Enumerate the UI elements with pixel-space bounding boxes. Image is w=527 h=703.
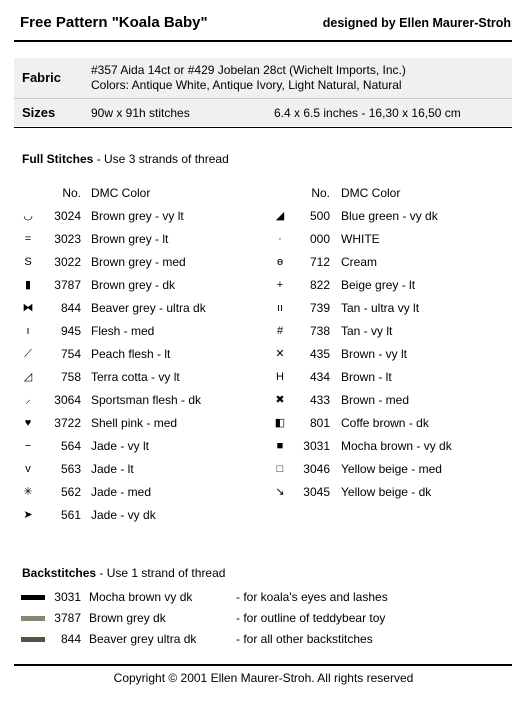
stitch-symbol: ↘ <box>275 486 285 498</box>
backstitch-usage: - for koala's eyes and lashes <box>236 590 388 604</box>
dmc-number: 3046 <box>303 462 330 476</box>
dmc-color-name: Terra cotta - vy lt <box>91 370 180 384</box>
dmc-color-name: Jade - lt <box>91 462 134 476</box>
backstitch-color-name: Mocha brown vy dk <box>89 590 193 604</box>
dmc-number: 500 <box>309 209 330 223</box>
full-stitches-title: Full Stitches <box>22 152 94 166</box>
sizes-label: Sizes <box>22 105 56 120</box>
designer-credit: designed by Ellen Maurer-Stroh <box>322 16 511 30</box>
dmc-number: 3022 <box>54 255 81 269</box>
stitch-symbol: ⟋ <box>24 348 32 360</box>
sizes-divider <box>14 127 512 128</box>
dmc-color-name: Jade - med <box>91 485 152 499</box>
fabric-divider <box>14 98 512 99</box>
stitch-symbol: S <box>24 256 32 268</box>
dmc-number: 3064 <box>54 393 81 407</box>
right-col-no-header: No. <box>311 186 330 200</box>
stitch-symbol: # <box>276 325 284 337</box>
dmc-color-name: Yellow beige - dk <box>341 485 432 499</box>
stitch-symbol: ◧ <box>274 417 286 429</box>
stitch-symbol: + <box>276 279 284 291</box>
dmc-color-name: Tan - ultra vy lt <box>341 301 420 315</box>
dmc-number: 754 <box>60 347 81 361</box>
dmc-number: 435 <box>309 347 330 361</box>
dmc-number: 000 <box>309 232 330 246</box>
backstitch-usage: - for outline of teddybear toy <box>236 611 386 625</box>
dmc-color-name: Blue green - vy dk <box>341 209 438 223</box>
dmc-number: 822 <box>309 278 330 292</box>
dmc-number: 564 <box>60 439 81 453</box>
stitch-symbol: ✕ <box>275 348 285 360</box>
backstitch-color-name: Beaver grey ultra dk <box>89 632 197 646</box>
stitch-symbol: ➤ <box>23 509 33 521</box>
dmc-color-name: Flesh - med <box>91 324 155 338</box>
left-col-color-header: DMC Color <box>91 186 151 200</box>
backstitches-note: - Use 1 strand of thread <box>99 566 226 580</box>
backstitch-color-name: Brown grey dk <box>89 611 166 625</box>
dmc-color-name: Brown grey - vy lt <box>91 209 184 223</box>
dmc-color-name: Sportsman flesh - dk <box>91 393 202 407</box>
dmc-color-name: Brown - lt <box>341 370 392 384</box>
dmc-number: 563 <box>60 462 81 476</box>
dmc-color-name: Cream <box>341 255 378 269</box>
stitch-symbol: □ <box>276 463 284 475</box>
dmc-color-name: Brown grey - med <box>91 255 186 269</box>
backstitch-dmc-number: 3787 <box>54 611 81 625</box>
stitch-symbol: − <box>24 440 32 452</box>
stitch-symbol: ▮ <box>24 279 32 291</box>
stitch-symbol: ı <box>26 325 30 337</box>
backstitch-dmc-number: 844 <box>60 632 81 646</box>
dmc-color-name: Beige grey - lt <box>341 278 416 292</box>
dmc-color-name: Coffe brown - dk <box>341 416 429 430</box>
stitch-symbol: · <box>278 233 282 245</box>
stitch-symbol: ıı <box>276 302 284 314</box>
dmc-number: 945 <box>60 324 81 338</box>
dmc-color-name: Peach flesh - lt <box>91 347 171 361</box>
sizes-stitches: 90w x 91h stitches <box>91 106 190 120</box>
dmc-color-name: Tan - vy lt <box>341 324 393 338</box>
stitch-symbol: ✳ <box>23 486 33 498</box>
dmc-number: 758 <box>60 370 81 384</box>
dmc-color-name: Yellow beige - med <box>341 462 442 476</box>
dmc-color-name: Brown grey - dk <box>91 278 176 292</box>
right-col-color-header: DMC Color <box>341 186 401 200</box>
dmc-color-name: Jade - vy lt <box>91 439 150 453</box>
dmc-number: 844 <box>60 301 81 315</box>
stitch-symbol: ◢ <box>275 210 285 222</box>
backstitch-dmc-number: 3031 <box>54 590 81 604</box>
backstitches-title: Backstitches <box>22 566 97 580</box>
dmc-number: 3024 <box>54 209 81 223</box>
stitch-symbol: ■ <box>276 440 284 452</box>
pattern-title: Free Pattern "Koala Baby" <box>20 14 208 31</box>
sizes-dimensions: 6.4 x 6.5 inches - 16,30 x 16,50 cm <box>274 106 461 120</box>
stitch-symbol: ⸝ <box>25 394 31 406</box>
stitch-symbol: H <box>276 371 284 383</box>
stitch-symbol: ɵ <box>276 256 284 268</box>
dmc-number: 561 <box>60 508 81 522</box>
dmc-color-name: Shell pink - med <box>91 416 178 430</box>
copyright-notice: Copyright © 2001 Ellen Maurer-Stroh. All rights reserved <box>113 671 414 685</box>
stitch-symbol: ◡ <box>23 210 33 222</box>
dmc-number: 3045 <box>303 485 330 499</box>
stitch-symbol: v <box>25 463 31 475</box>
left-col-no-header: No. <box>62 186 81 200</box>
dmc-number: 562 <box>60 485 81 499</box>
dmc-color-name: Brown - vy lt <box>341 347 408 361</box>
dmc-number: 712 <box>309 255 330 269</box>
dmc-number: 3023 <box>54 232 81 246</box>
dmc-number: 738 <box>309 324 330 338</box>
stitch-symbol: = <box>24 233 32 245</box>
dmc-number: 3787 <box>54 278 81 292</box>
footer-divider <box>14 664 512 666</box>
full-stitches-note: - Use 3 strands of thread <box>96 152 229 166</box>
dmc-number: 3031 <box>303 439 330 453</box>
dmc-color-name: WHITE <box>341 232 380 246</box>
dmc-color-name: Beaver grey - ultra dk <box>91 301 206 315</box>
header-divider <box>14 40 512 42</box>
dmc-number: 434 <box>309 370 330 384</box>
fabric-label: Fabric <box>22 70 62 85</box>
dmc-color-name: Brown grey - lt <box>91 232 169 246</box>
stitch-symbol: ✖ <box>275 394 285 406</box>
dmc-color-name: Brown - med <box>341 393 410 407</box>
stitch-symbol: ◿ <box>23 371 33 383</box>
dmc-number: 739 <box>309 301 330 315</box>
stitch-symbol: ♥ <box>24 417 32 429</box>
dmc-number: 433 <box>309 393 330 407</box>
fabric-line-2: Colors: Antique White, Antique Ivory, Light Natural, Natural <box>91 78 402 92</box>
dmc-color-name: Jade - vy dk <box>91 508 156 522</box>
backstitch-usage: - for all other backstitches <box>236 632 373 646</box>
stitch-symbol: ⧓ <box>22 302 34 314</box>
dmc-color-name: Mocha brown - vy dk <box>341 439 452 453</box>
dmc-number: 801 <box>309 416 330 430</box>
fabric-line-1: #357 Aida 14ct or #429 Jobelan 28ct (Wichelt Imports, Inc.) <box>91 63 406 77</box>
dmc-number: 3722 <box>54 416 81 430</box>
full-stitches-heading <box>22 152 229 166</box>
backstitches-heading <box>22 566 225 580</box>
